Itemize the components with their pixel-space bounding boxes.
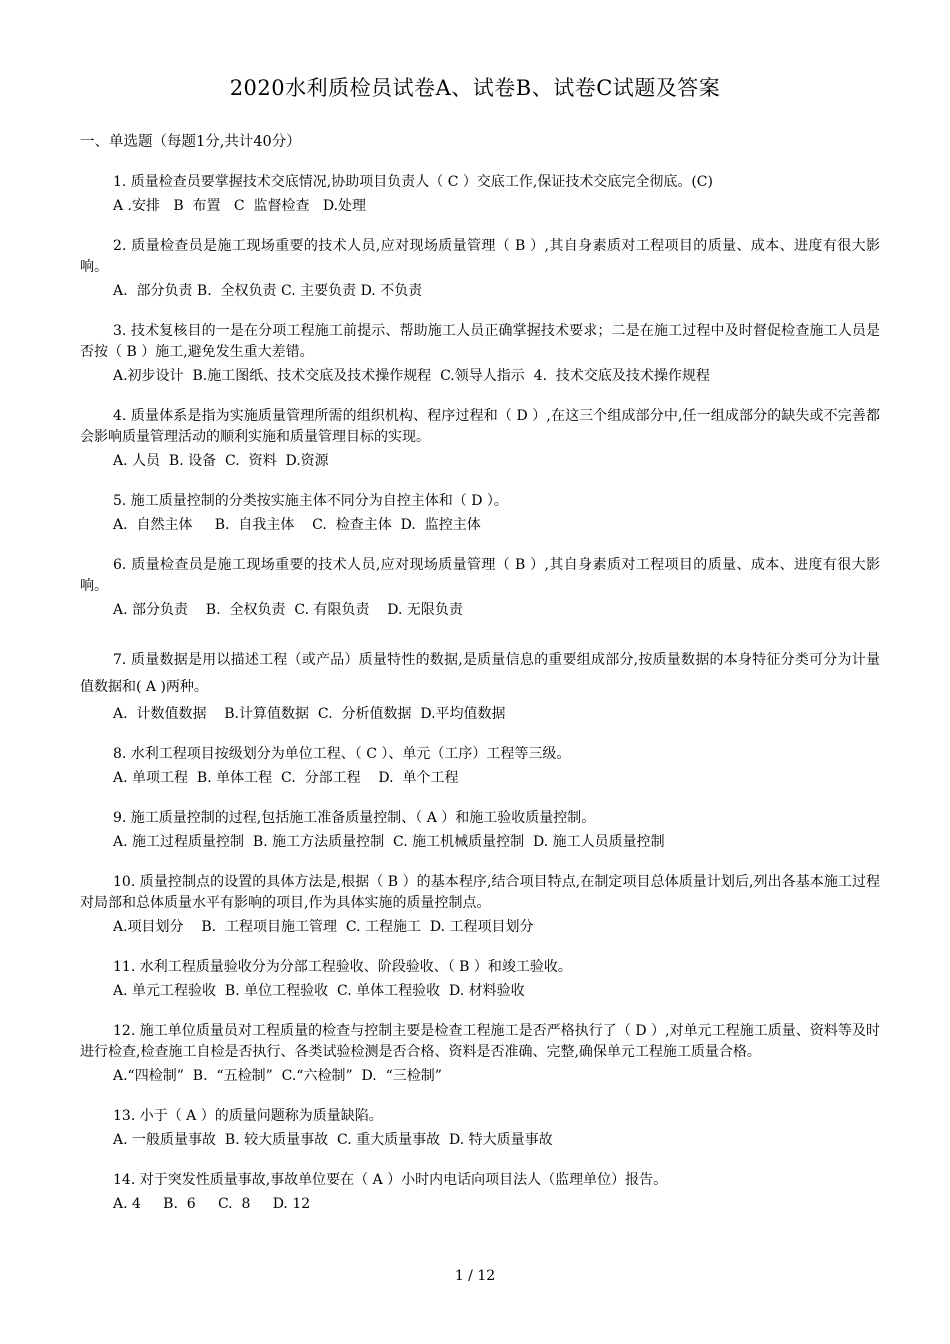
question-stem: 13. 小于（ A ）的质量问题称为质量缺陷。 xyxy=(113,1108,383,1124)
question-options: A .安排 B 布置 C 监督检查 D.处理 xyxy=(113,198,367,214)
question-options: A. 单元工程验收 B. 单位工程验收 C. 单体工程验收 D. 材料验收 xyxy=(113,983,525,999)
question-list xyxy=(80,172,880,1215)
question-options: A. 部分负责 B. 全权负责 C. 主要负责 D. 不负责 xyxy=(113,283,423,299)
question-options: A. 人员 B. 设备 C. 资料 D.资源 xyxy=(113,453,329,469)
question-stem: 1. 质量检查员要掌握技术交底情况,协助项目负责人（ C ）交底工作,保证技术交底完全彻底。(C) xyxy=(113,174,713,190)
question-3 xyxy=(80,321,880,387)
question-options: A. 单项工程 B. 单体工程 C. 分部工程 D. 单个工程 xyxy=(113,770,459,786)
question-7 xyxy=(80,647,880,725)
question-6 xyxy=(80,555,880,621)
question-options: A.初步设计 B.施工图纸、技术交底及技术操作规程 C.领导人指示 4. 技术交底及技术操作规程 xyxy=(113,368,710,384)
question-stem: 6. 质量检查员是施工现场重要的技术人员,应对现场质量管理（ B ）,其自身素质对工程项目的质量、成本、进度有很大影响。 xyxy=(80,557,880,594)
question-1 xyxy=(80,172,880,217)
question-stem: 3. 技术复核目的一是在分项工程施工前提示、帮助施工人员正确掌握技术要求；二是在施工过程中及时督促检查施工人员是否按（ B ）施工,避免发生重大差错。 xyxy=(80,323,880,360)
question-stem: 9. 施工质量控制的过程,包括施工准备质量控制、（ A ）和施工验收质量控制。 xyxy=(113,810,596,826)
question-stem: 4. 质量体系是指为实施质量管理所需的组织机构、程序过程和（ D ）,在这三个组成部分中,任一组成部分的缺失或不完善都会影响质量管理活动的顺利实施和质量管理目标的实现。 xyxy=(80,408,880,445)
question-5 xyxy=(80,491,880,536)
question-stem: 14. 对于突发性质量事故,事故单位要在（ A ）小时内电话向项目法人（监理单位）报告。 xyxy=(113,1172,668,1188)
question-8 xyxy=(80,744,880,789)
question-options: A.项目划分 B. 工程项目施工管理 C. 工程施工 D. 工程项目划分 xyxy=(113,919,534,935)
question-options: A. 自然主体 B. 自我主体 C. 检查主体 D. 监控主体 xyxy=(113,517,481,533)
question-options: A. 部分负责 B. 全权负责 C. 有限负责 D. 无限负责 xyxy=(113,602,463,618)
question-10 xyxy=(80,872,880,938)
document-title: 2020水利质检员试卷A、试卷B、试卷C试题及答案 xyxy=(229,76,721,100)
question-stem: 12. 施工单位质量员对工程质量的检查与控制主要是检查工程施工是否严格执行了（ D ）,对单元工程施工质量、资料等及时进行检查,检查施工自检是否执行、各类试验检测是否合格、资料是否准确、完整,确保单元工程施工质量合格。 xyxy=(80,1023,880,1060)
section-heading: 一、单选题（每题1分,共计40分） xyxy=(80,134,301,150)
question-13 xyxy=(80,1106,880,1151)
question-stem: 7. 质量数据是用以描述工程（或产品）质量特性的数据,是质量信息的重要组成部分,按质量数据的本身特征分类可分为计量值数据和( A )两种。 xyxy=(80,652,880,695)
question-options: A. 施工过程质量控制 B. 施工方法质量控制 C. 施工机械质量控制 D. 施工人员质量控制 xyxy=(113,834,665,850)
question-stem: 2. 质量检查员是施工现场重要的技术人员,应对现场质量管理（ B ）,其自身素质对工程项目的质量、成本、进度有很大影响。 xyxy=(80,238,880,275)
question-stem: 8. 水利工程项目按级划分为单位工程、（ C ）、单元（工序）工程等三级。 xyxy=(113,746,571,762)
question-options: A.“四检制” B. “五检制” C.“六检制” D. “三检制” xyxy=(113,1068,442,1084)
question-options: A. 一般质量事故 B. 较大质量事故 C. 重大质量事故 D. 特大质量事故 xyxy=(113,1132,553,1148)
question-stem: 10. 质量控制点的设置的具体方法是,根据（ B ）的基本程序,结合项目特点,在制定项目总体质量计划后,列出各基本施工过程对局部和总体质量水平有影响的项目,作为具体实施的质量控制点。 xyxy=(80,874,880,911)
question-4 xyxy=(80,406,880,472)
page-number: 1 / 12 xyxy=(454,1268,496,1284)
question-options: A. 计数值数据 B.计算值数据 C. 分析值数据 D.平均值数据 xyxy=(113,706,506,722)
question-14 xyxy=(80,1170,880,1215)
question-9 xyxy=(80,808,880,853)
question-stem: 11. 水利工程质量验收分为分部工程验收、阶段验收、（ B ）和竣工验收。 xyxy=(113,959,572,975)
question-options: A. 4 B. 6 C. 8 D. 12 xyxy=(113,1196,311,1212)
question-2 xyxy=(80,236,880,302)
question-11 xyxy=(80,957,880,1002)
question-12 xyxy=(80,1021,880,1087)
question-stem: 5. 施工质量控制的分类按实施主体不同分为自控主体和（ D ）。 xyxy=(113,493,508,509)
